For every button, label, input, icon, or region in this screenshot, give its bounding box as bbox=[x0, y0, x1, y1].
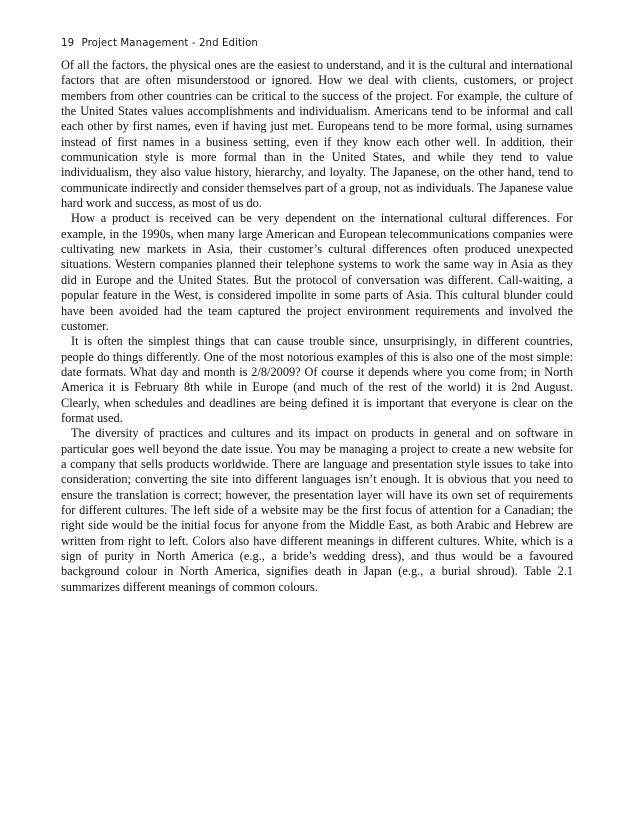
page-number: 19 bbox=[61, 38, 75, 49]
paragraph-website-diversity: The diversity of practices and cultures and its impact on products in general and on software in particular goes well beyond the date issue. You may be managing a project to create a new website for a company that sells products worldwide. There are language and presentation style issues to take into consideration; converting the site into different languages isn’t enough. It is obvious that you need to ensure the translation is correct; however, the presentation layer will have its own set of requirements for different cultures. The left side of a website may be the first focus of attention for a Canadian; the right side would be the initial focus for anyone from the Middle East, as both Arabic and Hebrew are written from right to left. Colors also have different meanings in different cultures. White, which is a sign of purity in North America (e.g., a bride’s wedding dress), and thus would be a favoured background colour in North America, signifies death in Japan (e.g., a burial shroud). Table 2.1 summarizes different meanings of common colours. bbox=[61, 426, 573, 594]
paragraph-cultural-factors: Of all the factors, the physical ones are the easiest to understand, and it is the cultural and international factors that are often misunderstood or ignored. How we deal with clients, customers, or project members from other countries can be critical to the success of the project. For example, the culture of the United States values accomplishments and individualism. Americans tend to be informal and call each other by first names, even if having just met. Europeans tend to be more formal, using surnames instead of first names in a business setting, even if they know each other well. In addition, their communication style is more formal than in the United States, and while they tend to value individualism, they also value history, hierarchy, and loyalty. The Japanese, on the other hand, tend to communicate indirectly and consider themselves part of a group, not as individuals. The Japanese value hard work and success, as most of us do. bbox=[61, 58, 573, 211]
running-title: Project Management - 2nd Edition bbox=[81, 38, 258, 49]
paragraph-date-formats: It is often the simplest things that can cause trouble since, unsurprisingly, in different countries, people do things differently. One of the most notorious examples of this is also one of the most simple: date formats. What day and month is 2/8/2009? Of course it depends where you come from; in North America it is February 8th while in Europe (and much of the rest of the world) it is 2nd August. Clearly, when schedules and deadlines are being defined it is important that everyone is clear on the format used. bbox=[61, 334, 573, 425]
running-header bbox=[61, 38, 258, 49]
body-text bbox=[61, 58, 573, 595]
paragraph-product-reception: How a product is received can be very dependent on the international cultural differences. For example, in the 1990s, when many large American and European telecommunications companies were cultivating new markets in Asia, their customer’s cultural differences often produced unexpected situations. Western companies planned their telephone systems to work the same way in Asia as they did in Europe and the United States. But the protocol of conversation was different. Call-waiting, a popular feature in the West, is considered impolite in some parts of Asia. This cultural blunder could have been avoided had the team captured the project environment requirements and involved the customer. bbox=[61, 211, 573, 333]
